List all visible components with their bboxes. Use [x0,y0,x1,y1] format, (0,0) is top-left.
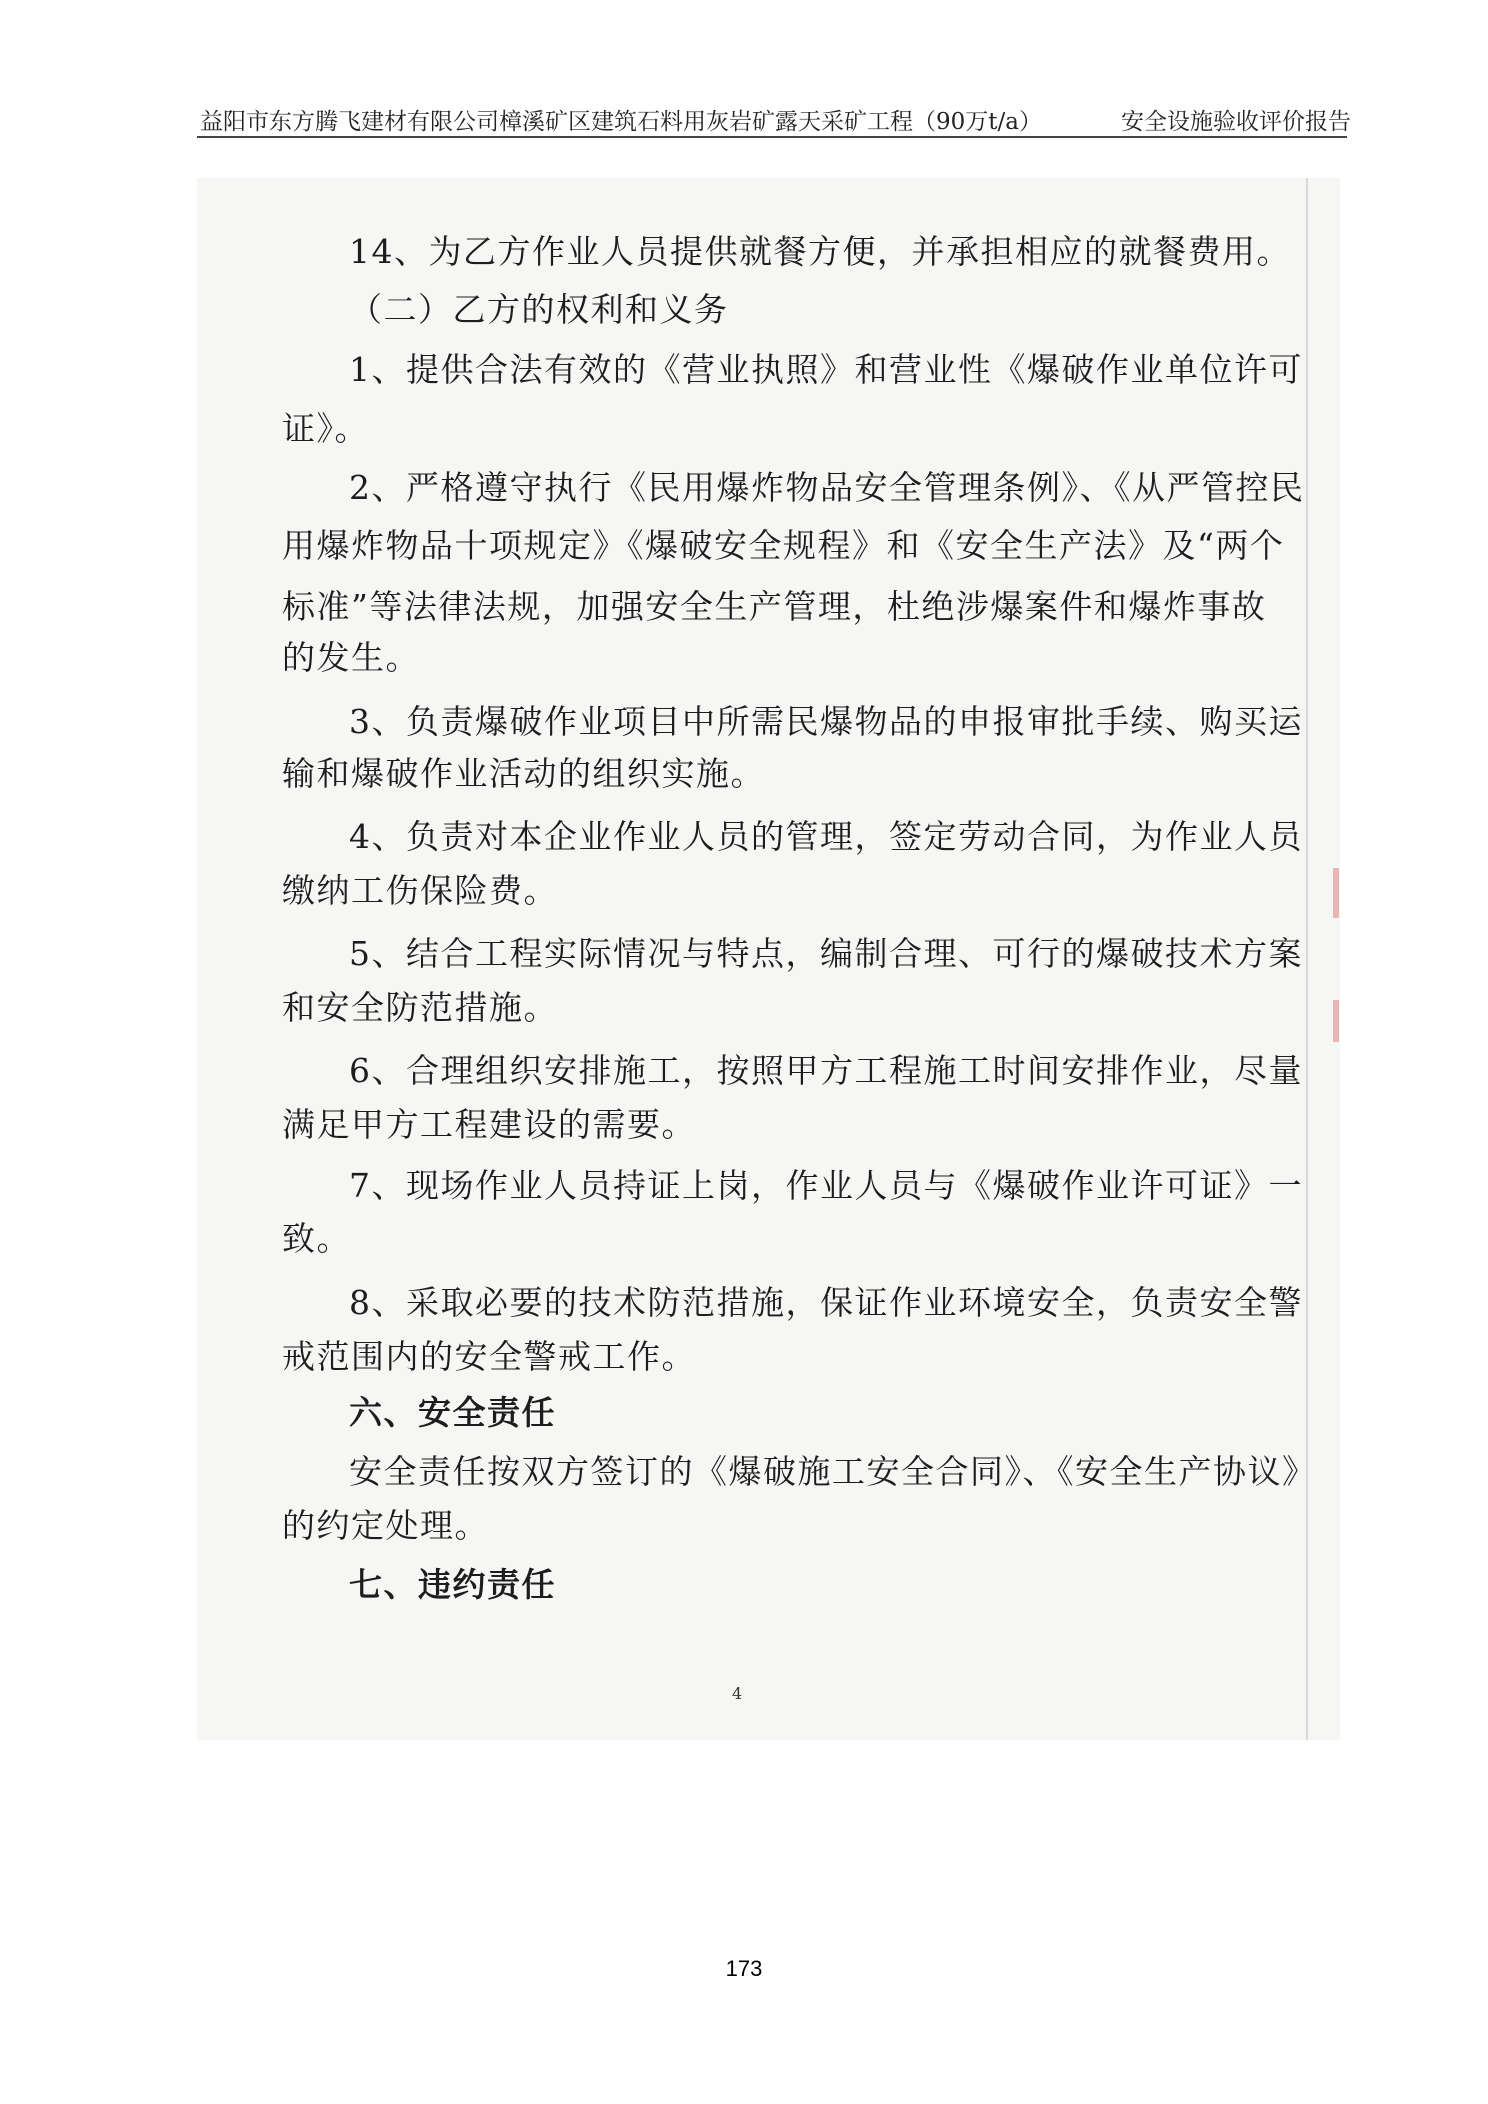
paragraph-line: 标准”等法律法规，加强安全生产管理，杜绝涉爆案件和爆炸事故 [282,587,1267,626]
paragraph-line: 用爆炸物品十项规定》《爆破安全规程》和《安全生产法》及“两个 [282,526,1285,565]
paragraph-line: 安全责任按双方签订的《爆破施工安全合同》、《安全生产协议》 [349,1452,1317,1491]
paragraph-line: 满足甲方工程建设的需要。 [282,1105,696,1144]
paragraph-line: 和安全防范措施。 [282,988,558,1027]
paragraph-line: 4、负责对本企业作业人员的管理，签定劳动合同，为作业人员 [349,817,1303,856]
scan-edge-line [1306,178,1308,1740]
header-rule [197,136,1347,138]
section-heading: （二）乙方的权利和义务 [349,290,729,329]
header-title: 益阳市东方腾飞建材有限公司樟溪矿区建筑石料用灰岩矿露天采矿工程（90万t/a） [200,109,1042,135]
section-heading-safety: 六、安全责任 [349,1393,556,1432]
paragraph-line: 5、结合工程实际情况与特点，编制合理、可行的爆破技术方案 [349,934,1303,973]
paragraph-line: 8、采取必要的技术防范措施，保证作业环境安全，负责安全警 [349,1283,1303,1322]
seal-fragment [1333,868,1339,918]
page-number: 173 [725,1956,763,1981]
paragraph-line: 3、负责爆破作业项目中所需民爆物品的申报审批手续、购买运 [349,702,1303,741]
paragraph-line: 7、现场作业人员持证上岗，作业人员与《爆破作业许可证》一 [349,1166,1303,1205]
paragraph-line: 的约定处理。 [282,1506,489,1545]
header-report-name: 安全设施验收评价报告 [1121,109,1351,135]
paragraph-line: 14、为乙方作业人员提供就餐方便，并承担相应的就餐费用。 [349,232,1291,271]
section-heading-breach: 七、违约责任 [349,1565,556,1604]
paragraph-line: 1、提供合法有效的《营业执照》和营业性《爆破作业单位许可 [349,350,1303,389]
paragraph-line: 证》。 [282,409,369,448]
paragraph-line: 的发生。 [282,638,420,677]
seal-fragment [1333,1000,1339,1042]
paragraph-line: 缴纳工伤保险费。 [282,871,558,910]
paragraph-line: 戒范围内的安全警戒工作。 [282,1337,696,1376]
scan-page-number: 4 [732,1684,743,1703]
paragraph-line: 输和爆破作业活动的组织实施。 [282,754,765,793]
paragraph-line: 2、严格遵守执行《民用爆炸物品安全管理条例》、《从严管控民 [349,468,1305,507]
paragraph-line: 6、合理组织安排施工，按照甲方工程施工时间安排作业，尽量 [349,1051,1303,1090]
paragraph-line: 致。 [282,1219,351,1258]
